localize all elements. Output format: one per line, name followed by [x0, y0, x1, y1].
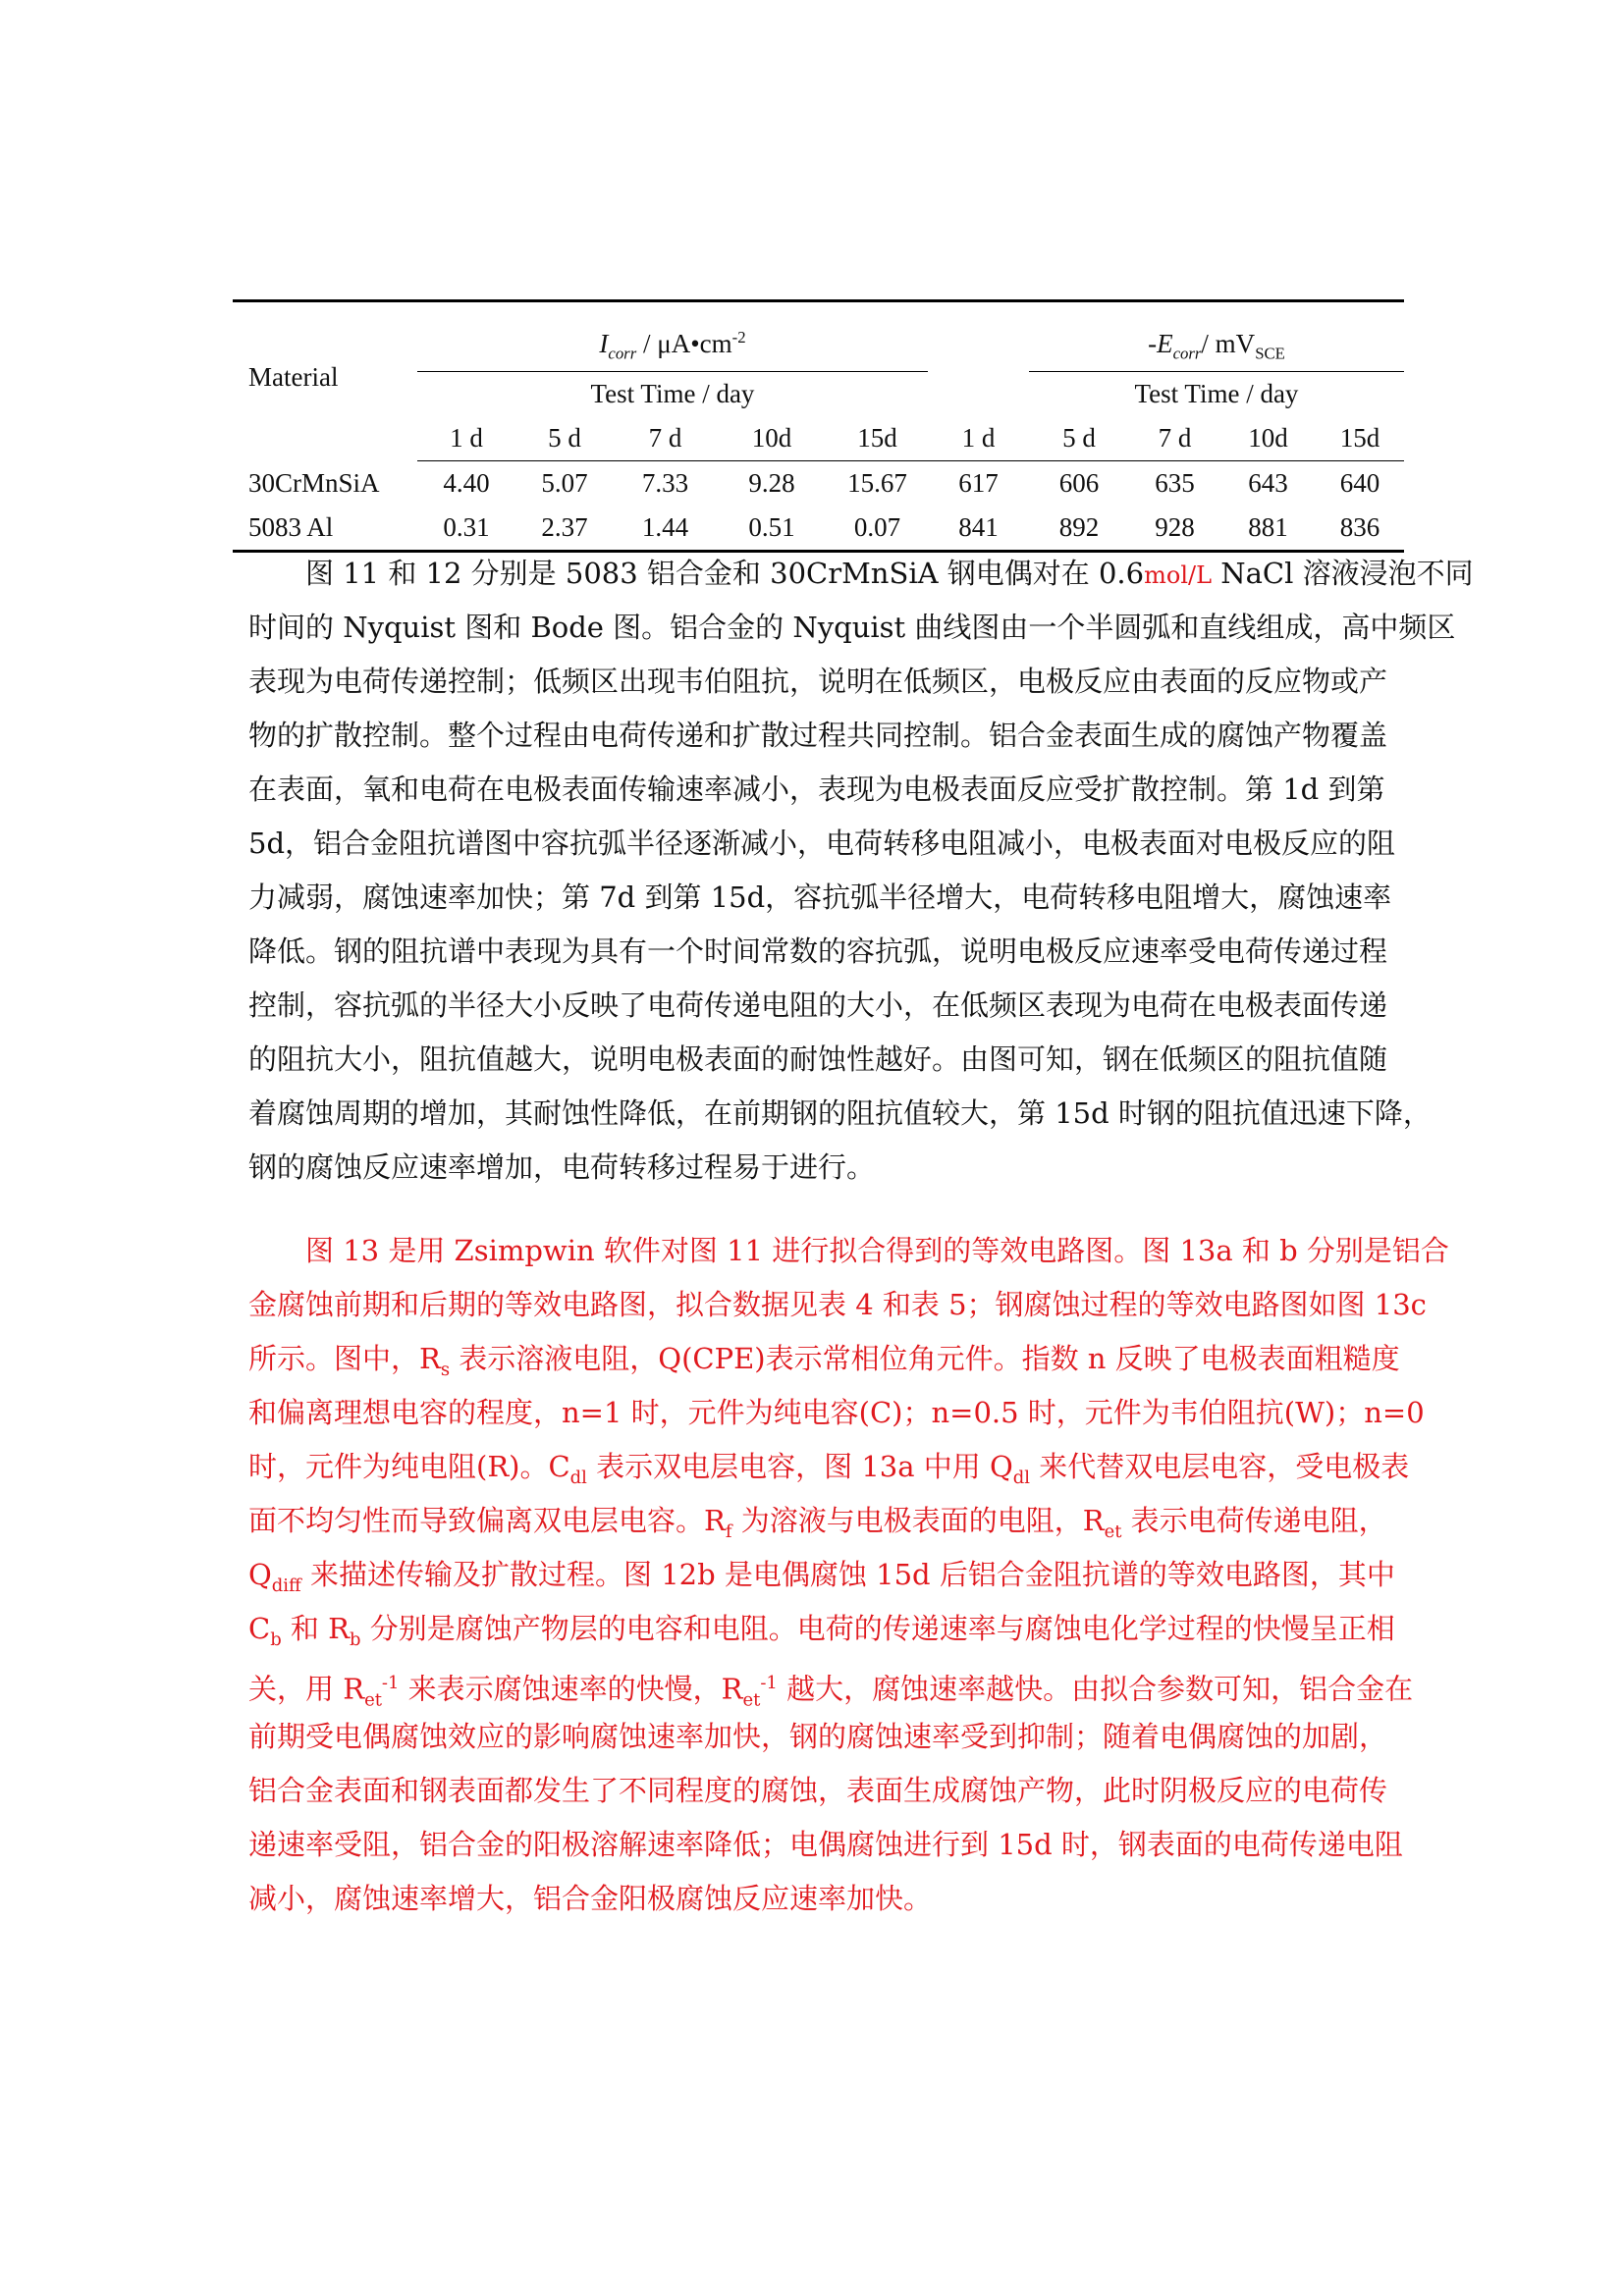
day-header: 7 d [614, 416, 717, 461]
text-line: 降低。钢的阻抗谱中表现为具有一个时间常数的容抗弧，说明电极反应速率受电荷传递过程 [248, 934, 1388, 968]
text-line: 减小，腐蚀速率增大，铝合金阳极腐蚀反应速率加快。 [248, 1882, 933, 1915]
text-line: 时，元件为纯电阻(R)。$C_{dl}$ 表示双电层电容，图 13a 中用 $Q_{dl}$ 来代替双电层电容，受电极表 [248, 1450, 1410, 1488]
material-cell: 30CrMnSiA [248, 467, 380, 498]
text-line: 递速率受阻，铝合金的阳极溶解速率降低；电偶腐蚀进行到 15d 时，钢表面的电荷传递电阻 [248, 1828, 1403, 1861]
text-line: 物的扩散控制。整个过程由电荷传递和扩散过程共同控制。铝合金表面生成的腐蚀产物覆盖 [248, 719, 1388, 752]
day-header: 10d [1220, 416, 1316, 461]
text-line: 着腐蚀周期的增加，其耐蚀性降低，在前期钢的阻抗值较大，第 15d 时钢的阻抗值迅速下降， [248, 1096, 1432, 1130]
text-line: 图 13 是用 Zsimpwin 软件对图 11 进行拟合得到的等效电路图。图 13a 和 b 分别是铝合 [305, 1234, 1449, 1267]
icorr-header: $I_{corr}$ / $\mu A•cm^{-2}$ [417, 301, 928, 372]
day-header: 5 d [1029, 416, 1129, 461]
value-cell: 0.07 [827, 506, 928, 552]
value-cell: 881 [1220, 506, 1316, 552]
value-cell: 643 [1248, 468, 1288, 498]
day-header: 1 d [417, 416, 515, 461]
text-line: 金腐蚀前期和后期的等效电路图，拟合数据见表 4 和表 5；钢腐蚀过程的等效电路图如图 13c [248, 1288, 1427, 1321]
value-cell: 0.31 [417, 506, 515, 552]
ecorr-header: $-E_{corr}/$ $mV_{SCE}$ [1029, 301, 1404, 372]
text-line: $Q_{diff}$ 来描述传输及扩散过程。图 12b 是电偶腐蚀 15d 后铝合金阻抗谱的等效电路图，其中 [248, 1558, 1395, 1596]
value-cell: 892 [1029, 506, 1129, 552]
value-cell: 5.07 [541, 468, 588, 498]
paragraph-nyquist-bode [248, 547, 1474, 1195]
table-row [233, 461, 1404, 507]
value-cell: 4.40 [443, 468, 490, 498]
paragraph-equivalent-circuit [248, 1224, 1449, 1926]
text-line: 关，用 $R_{et}^{-1}$ 来表示腐蚀速率的快慢，$R_{et}^{-1}$ 越大，腐蚀速率越快。由拟合参数可知，铝合金在 [248, 1672, 1414, 1711]
value-cell: 635 [1155, 468, 1195, 498]
value-cell: 640 [1339, 468, 1380, 498]
text-line: 控制，容抗弧的半径大小反映了电荷传递电阻的大小，在低频区表现为电荷在电极表面传递 [248, 988, 1388, 1022]
text-line: 钢的腐蚀反应速率增加，电荷转移过程易于进行。 [248, 1150, 876, 1184]
text-line: 在表面，氧和电荷在电极表面传输速率减小，表现为电极表面反应受扩散控制。第 1d 到第 [248, 773, 1385, 806]
text-line: 力减弱，腐蚀速率加快；第 7d 到第 15d，容抗弧半径增大，电荷转移电阻增大，腐蚀速率 [248, 881, 1392, 914]
text-line: 表现为电荷传递控制；低频区出现韦伯阻抗，说明在低频区，电极反应由表面的反应物或产 [248, 665, 1388, 698]
value-cell: 928 [1129, 506, 1220, 552]
text-line: 铝合金表面和钢表面都发生了不同程度的腐蚀，表面生成腐蚀产物，此时阴极反应的电荷传 [248, 1774, 1388, 1807]
day-header: 5 d [515, 416, 614, 461]
text-line: $C_b$ 和 $R_b$ 分别是腐蚀产物层的电容和电阻。电荷的传递速率与腐蚀电化学过程的快慢呈正相 [248, 1612, 1395, 1650]
value-cell: 1.44 [614, 506, 717, 552]
table-header-row-1 [233, 301, 1404, 372]
day-header: 1 d [928, 416, 1029, 461]
day-header: 10d [717, 416, 827, 461]
day-header: 7 d [1129, 416, 1220, 461]
text-line: 和偏离理想电容的程度，n=1 时，元件为纯电容(C)；n=0.5 时，元件为韦伯阻抗(W)；n=0 [248, 1396, 1425, 1429]
text-line: 时间的 Nyquist 图和 Bode 图。铝合金的 Nyquist 曲线图由一个半圆弧和直线组成，高中频区 [248, 611, 1456, 644]
material-cell: 5083 Al [233, 506, 417, 552]
value-cell: 9.28 [748, 468, 795, 498]
text-line: 前期受电偶腐蚀效应的影响腐蚀速率加快，钢的腐蚀速率受到抑制；随着电偶腐蚀的加剧， [248, 1720, 1388, 1753]
text-line: 5d，铝合金阻抗谱图中容抗弧半径逐渐减小，电荷转移电阻减小，电极表面对电极反应的阻 [248, 827, 1396, 860]
material-header: Material [233, 301, 417, 461]
text-line: 图 11 和 12 分别是 5083 铝合金和 30CrMnSiA 钢电偶对在 0.6mol/L NaCl 溶液浸泡不同 [305, 557, 1474, 590]
value-cell: 836 [1316, 506, 1404, 552]
value-cell: 2.37 [515, 506, 614, 552]
value-cell: 617 [958, 468, 999, 498]
table-row [233, 506, 1404, 552]
test-time-label-ecorr: Test Time / day [1134, 379, 1299, 408]
text-line: 的阻抗大小，阻抗值越大，说明电极表面的耐蚀性越好。由图可知，钢在低频区的阻抗值随 [248, 1042, 1388, 1076]
text-line: 所示。图中，$R_s$ 表示溶液电阻，Q(CPE)表示常相位角元件。指数 n 反映了电极表面粗糙度 [248, 1342, 1400, 1380]
value-cell: 15.67 [847, 468, 907, 498]
text-line: 面不均匀性而导致偏离双电层电容。$R_f$ 为溶液与电极表面的电阻，$R_{et}$ 表示电荷传递电阻， [248, 1504, 1387, 1542]
value-cell: 0.51 [717, 506, 827, 552]
value-cell: 7.33 [641, 468, 689, 498]
value-cell: 841 [928, 506, 1029, 552]
test-time-label-icorr: Test Time / day [590, 379, 755, 408]
value-cell: 606 [1058, 468, 1100, 498]
day-header: 15d [827, 416, 928, 461]
corrosion-data-table [233, 299, 1404, 553]
day-header: 15d [1316, 416, 1404, 461]
